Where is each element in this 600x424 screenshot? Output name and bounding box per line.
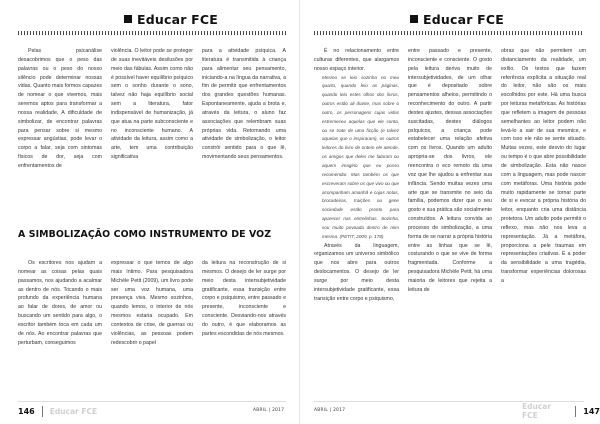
header-title: Educar FCE [137,11,218,27]
page-footer [18,404,97,418]
paragraph: violência. O leitor pode se proteger de suas inevitáveis desilusões por meio das fábulas. Assim como não é possível haver equilíbrio psíquico sem o sonho durante o sono, talvez não haja equilíbrio social sem a literatura, fator indispensável de humanização, já que atua na parte subconsciente e no inconsciente humano. A atividade da leitura, assim como a arte, tem uma contribuição significativa [111,48,193,161]
section-title: A SIMBOLIZAÇÃO COMO INSTRUMENTO DE VOZ [18,229,272,240]
footer-separator [575,406,576,417]
body-column-1 [314,47,399,387]
paragraph: expressar o que temos de algo mais íntimo. Para pesquisadora Michèle Petit (2009), um livro pode ser uma voz humana, uma presença viva. Mesmo sozinhos, quando lemos, o interior de nós mesmos estaria ocupado. Em contextos de crise, de guerras ou violências, as pessoas podem redescobrir o papel [111,260,193,346]
paragraph: para a atividade psíquica. A literatura é transmitida à criança para alimentar seu pensamento, iniciando-a na língua da narrativa, a fim de permitir que enfrentamentos dos grandes questões humanas. Espontaneamente, ajuda a brota e, através da leitura, o aluno faz associações que relembram suas próprias vida. Retomando uma atividade de simbolização, o leitor constrói sentido para o que lê, movimentando seus pensamentos. [202,48,286,161]
page-footer [522,404,600,418]
body-column-6 [202,259,286,385]
body-column-2 [408,47,492,387]
page-header [410,9,504,29]
footer-separator [42,406,43,417]
paragraph: Através da linguagem, organizamos um universo simbólico que nos abre para outros deslocamentos. O desejo de ler surge por meio desta intersubjetividade gratificante, essa transição entre corpo e psiquismo, [314,242,399,302]
body-column-1 [18,47,102,212]
paragraph: da leitura na reconstrução de si mesmos. O desejo de ler surge por meio desta intersubjetividade gratificante, essa transição entre corpo e psiquismo, entre passado e presente, inconsciente e consciente. Desviando-nos através do outro, é que elaboramos as partes escondidas de nós mesmos. [202,260,286,337]
footer-brand: Educar FCE [49,406,98,416]
page-number: 147 [583,406,600,416]
body-column-3 [202,47,286,212]
paragraph: entre passado e presente, inconsciente e consciente. O gosto pela leitura deriva muito de intersubjetividades, de um olhar que é depositado sobre pensamentos alheios, permitindo o reconhecimento do outro. A partir destes ajustes, dessas associações suscitadas, destes diálogos psíquicos, a criança pode estabelecer uma relação afetiva com os livros. Quando um adulto apropria-se dos livros, ele reencontra o eco remoto da uma voz que lhe ajudou a enfrentar sua infância. Sendo muitas vezes uma arte que se transmite no seio da família, podemos dizer que o seu gosto e sua prática são socialmente construídos. A leitura convida ao processo de simbolização, a uma forma de se narrar a própria história entre as linhas que se lê, costurando o que se vive de forma fragmentada. Conforme a pesquisadora Michèle Petit, há uma maioria de leitores que rejeita a leitura de [408,48,492,293]
header-rule [18,31,286,35]
paragraph: Os escritores nos ajudam a nomear as coisas pelas quais passamos, nos ajudando a acalmar as dentro de nós. Tocando o mais profundo da experiência humana ao falar de dores, de amor ou buscando um sentido para algo, o escritor também toca em cada um de nós. Ao encontrar palavras que perturbam, conseguimos [18,260,102,346]
footer-rule [18,401,286,402]
page-number: 146 [18,406,35,416]
block-quote: Mesmo se leio sozinha no meu quarto, quando leio as páginas, quando leio estes olhos dos livros, outros estão ali diante, mas sobre o outro, os personagens cujas vidas estremeceu aquelas que ele conta, ou se trate de uma ficção (e talvez aquelas que o inspiraram), os outros leitores do livro de ontem ele atende, os amigos que deles me falaram ou aquem imagino que eu posso recomendar. Mas também os que escreveram sobre os que vivo ou que acompanham amanhã e cujas notas, brocadeiras, traições ou gene sociedade estão pronto para aparecer nas entrelinhas. Sozinha, sou muito povoada dentro de mim mesma. (PETIT, 2009, p. 178) [322,74,399,239]
header-rule [314,31,584,35]
right-page [300,0,600,424]
paragraph: É no relacionamento entre culturas diferentes, que alargamos nosso espaço interior. [314,48,399,72]
page-header [124,9,218,29]
paragraph: Pelas psicanálise desacobrimos que o peso das palavras ou o peso do nosso silêncio pode determinar nossas vidas. Quanto mais formos capazes de nomear o que vivemos, mais seremos aptos para transformar a nossa realidade. A dificuldade de simbolizar, de encontrar palavras para pensar sobre si mesmo expressar angústias, pode levar o corpo a falar, seja com sintomas físicos de dor, seja com enfrentamentos de [18,48,102,169]
square-bullet-icon [410,15,418,23]
footer-date: ABRIL | 2017 [314,408,346,413]
header-title: Educar FCE [423,11,504,27]
footer-date: ABRIL | 2017 [253,408,285,413]
body-column-2 [111,47,193,212]
footer-brand: Educar FCE [522,402,552,420]
body-column-4 [18,259,102,385]
paragraph: obras que não permitem um distanciamento da realidade, um exílio. Os textos que fazem referência explícita a situação real do leitor, não são os mais escolhidos por este. Há uma busca por leituras metafóricas. As histórias que refletem a imagem de pessoas semelhantes ao leitor podem não levá-lo a sair de sua mesmice, e com isso ele não se sente situado. Muitas vezes, este desvio do lugar ou tempo é o que abre possibilidade de simbolização. Esta não nasce com a linguagem, mas pode nascer com metáforas. Uma história pode muito rapidamente se tornar parte de si e evocar a própria história do leitor, enquanto cria uma distância protetora. Um adulto pode permitir o reflexo, mas não nos leva a representação. Já a metáfora, proporciona a pele traumas em representações criativas. É a poder da sensibilidade a uma tragédia, transformar experiências dolorosas a [501,48,586,284]
body-column-3 [501,47,586,387]
body-column-5 [111,259,193,385]
square-bullet-icon [124,15,132,23]
